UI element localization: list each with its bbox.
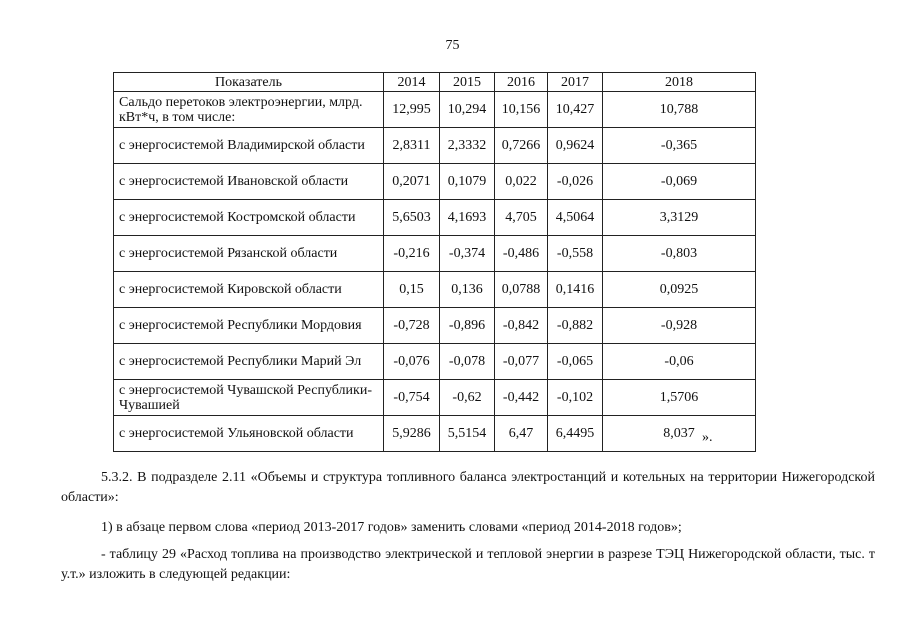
row-value-2016: 4,705 — [495, 200, 548, 236]
table-row — [114, 272, 756, 308]
paragraph-section-heading: 5.3.2. В подразделе 2.11 «Объемы и структура топливного баланса электростанций и котельных на территории Нижегородской области»: — [61, 470, 875, 505]
table-row — [114, 344, 756, 380]
row-value-2015: -0,078 — [440, 344, 495, 380]
row-value-2017: -0,065 — [548, 344, 603, 380]
row-value-2016: -0,077 — [495, 344, 548, 380]
header-2016: 2016 — [495, 73, 548, 92]
row-value-2017: 0,1416 — [548, 272, 603, 308]
row-indicator-label: с энергосистемой Ульяновской области — [114, 416, 384, 452]
row-value-2018: -0,928 — [603, 308, 756, 344]
header-2017: 2017 — [548, 73, 603, 92]
row-value-2018: 10,788 — [603, 92, 756, 128]
row-indicator-label: Сальдо перетоков электроэнергии, млрд. кВт*ч, в том числе: — [114, 92, 384, 128]
row-value-2017: 4,5064 — [548, 200, 603, 236]
row-value-2015: -0,374 — [440, 236, 495, 272]
row-value-2017: 6,4495 — [548, 416, 603, 452]
page-number: 75 — [445, 38, 460, 53]
row-value-2017: 0,9624 — [548, 128, 603, 164]
table-row — [114, 92, 756, 128]
row-value-2018: -0,069 — [603, 164, 756, 200]
table-row — [114, 236, 756, 272]
row-value-2015: 0,1079 — [440, 164, 495, 200]
row-value-2018: -0,803 — [603, 236, 756, 272]
table-closing-quote: ». — [702, 430, 713, 445]
row-value-2014: 5,6503 — [384, 200, 440, 236]
row-value-2014: -0,728 — [384, 308, 440, 344]
table-header-row — [114, 73, 756, 92]
table-row — [114, 380, 756, 416]
row-value-2017: 10,427 — [548, 92, 603, 128]
row-value-2018: 8,037 — [603, 416, 756, 452]
row-value-2015: 2,3332 — [440, 128, 495, 164]
table-row — [114, 164, 756, 200]
row-indicator-label: с энергосистемой Ивановской области — [114, 164, 384, 200]
table-row — [114, 416, 756, 452]
row-value-2016: -0,442 — [495, 380, 548, 416]
header-indicator: Показатель — [114, 73, 384, 92]
row-value-2014: -0,216 — [384, 236, 440, 272]
row-value-2015: 10,294 — [440, 92, 495, 128]
row-value-2015: 4,1693 — [440, 200, 495, 236]
row-value-2014: 0,15 — [384, 272, 440, 308]
row-value-2014: -0,754 — [384, 380, 440, 416]
row-value-2018: 1,5706 — [603, 380, 756, 416]
row-value-2015: 0,136 — [440, 272, 495, 308]
row-indicator-label: с энергосистемой Рязанской области — [114, 236, 384, 272]
row-value-2018: -0,365 — [603, 128, 756, 164]
row-indicator-label: с энергосистемой Республики Марий Эл — [114, 344, 384, 380]
table-row — [114, 308, 756, 344]
row-value-2014: 5,9286 — [384, 416, 440, 452]
row-value-2017: -0,026 — [548, 164, 603, 200]
row-value-2016: -0,486 — [495, 236, 548, 272]
row-value-2016: 0,022 — [495, 164, 548, 200]
table-row — [114, 128, 756, 164]
paragraph-amendment-1: 1) в абзаце первом слова «период 2013-2017 годов» заменить словами «период 2014-2018 годов»; — [101, 520, 682, 535]
header-2015: 2015 — [440, 73, 495, 92]
row-value-2014: 0,2071 — [384, 164, 440, 200]
row-value-2014: -0,076 — [384, 344, 440, 380]
row-value-2016: 0,0788 — [495, 272, 548, 308]
header-2014: 2014 — [384, 73, 440, 92]
table-row — [114, 200, 756, 236]
row-value-2017: -0,102 — [548, 380, 603, 416]
header-2018: 2018 — [603, 73, 756, 92]
energy-flow-table — [113, 72, 756, 452]
row-value-2018: 0,0925 — [603, 272, 756, 308]
paragraph-amendment-2: - таблицу 29 «Расход топлива на производство электрической и тепловой энергии в разрезе ТЭЦ Нижегородской области, тыс. т у.т.» изложить в следующей редакции: — [61, 547, 875, 582]
row-value-2017: -0,558 — [548, 236, 603, 272]
row-value-2014: 2,8311 — [384, 128, 440, 164]
row-indicator-label: с энергосистемой Костромской области — [114, 200, 384, 236]
row-value-2016: 10,156 — [495, 92, 548, 128]
row-value-2018: -0,06 — [603, 344, 756, 380]
row-value-2016: 6,47 — [495, 416, 548, 452]
row-value-2016: 0,7266 — [495, 128, 548, 164]
row-indicator-label: с энергосистемой Кировской области — [114, 272, 384, 308]
row-value-2015: -0,62 — [440, 380, 495, 416]
row-value-2015: 5,5154 — [440, 416, 495, 452]
table-body — [114, 92, 756, 452]
row-indicator-label: с энергосистемой Чувашской Республики-Чувашией — [114, 380, 384, 416]
row-value-2017: -0,882 — [548, 308, 603, 344]
row-indicator-label: с энергосистемой Владимирской области — [114, 128, 384, 164]
row-value-2016: -0,842 — [495, 308, 548, 344]
row-indicator-label: с энергосистемой Республики Мордовия — [114, 308, 384, 344]
row-value-2015: -0,896 — [440, 308, 495, 344]
row-value-2014: 12,995 — [384, 92, 440, 128]
row-value-2018: 3,3129 — [603, 200, 756, 236]
